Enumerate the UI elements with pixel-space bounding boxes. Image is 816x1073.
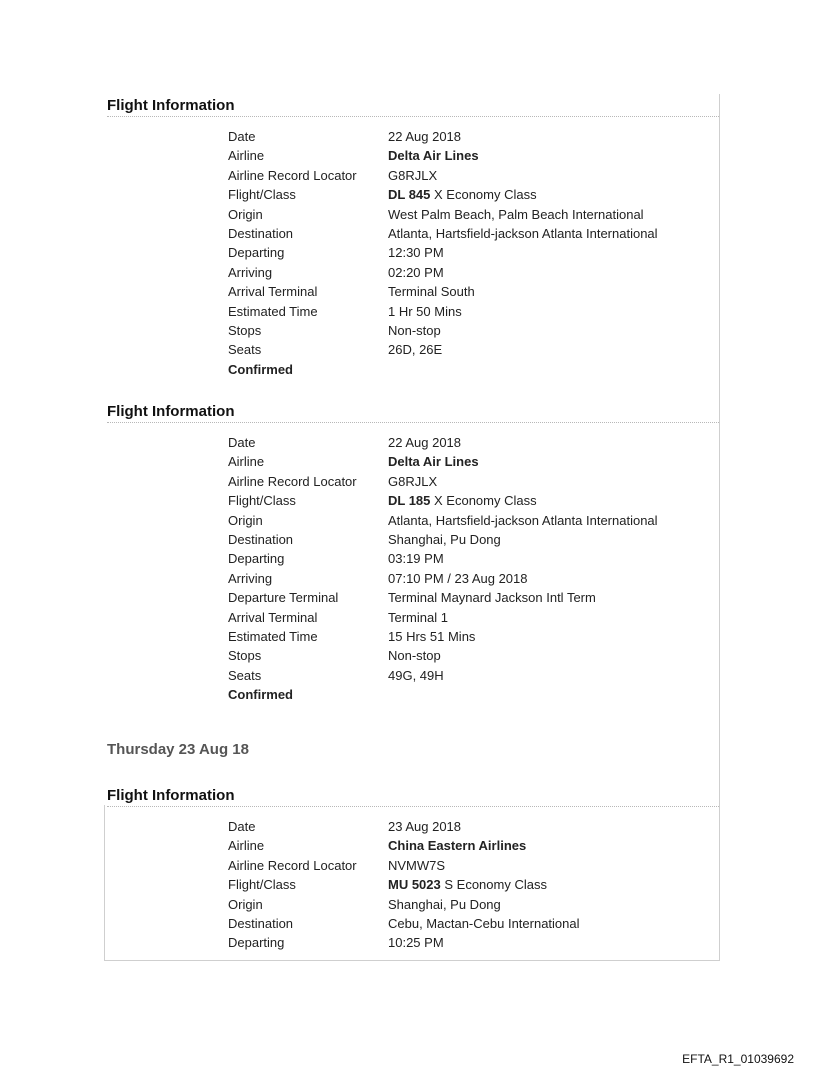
detail-row (107, 302, 719, 321)
detail-row (107, 127, 719, 146)
detail-value: NVMW7S (388, 857, 446, 873)
detail-row (107, 588, 719, 607)
detail-label: Flight/Class (228, 493, 296, 509)
detail-value: 12:30 PM (388, 245, 444, 261)
detail-value (388, 491, 537, 510)
detail-row (107, 491, 719, 510)
detail-label: Origin (228, 206, 263, 222)
detail-row (107, 875, 719, 894)
detail-label: Estimated Time (228, 628, 318, 644)
detail-row (107, 666, 719, 685)
detail-value: 22 Aug 2018 (388, 129, 462, 144)
detail-row (107, 282, 719, 301)
detail-value: Non-stop (388, 648, 441, 664)
detail-row (107, 340, 719, 359)
detail-row (107, 321, 719, 340)
detail-row (107, 205, 719, 224)
detail-value: 07:10 PM / 23 Aug 2018 (388, 570, 528, 586)
flight-details (107, 817, 719, 953)
detail-value: Shanghai, Pu Dong (388, 896, 501, 912)
detail-label: Arriving (228, 570, 273, 586)
detail-row (107, 627, 719, 646)
day-heading: Thursday 23 Aug 18 (107, 741, 249, 758)
detail-value (388, 875, 547, 894)
flight-details (107, 433, 719, 685)
detail-label: Airline (228, 148, 265, 164)
detail-row (107, 856, 719, 875)
detail-row (107, 895, 719, 914)
detail-value: 03:19 PM (388, 551, 444, 567)
detail-value: 02:20 PM (388, 264, 444, 280)
section-title: Flight Information (107, 787, 719, 807)
detail-row (107, 166, 719, 185)
detail-value: China Eastern Airlines (388, 838, 527, 854)
flight-class: S Economy Class (440, 877, 547, 893)
flight-details (107, 127, 719, 360)
section-title: Flight Information (107, 403, 719, 423)
detail-value: 15 Hrs 51 Mins (388, 628, 476, 644)
detail-row (107, 914, 719, 933)
detail-label: Destination (228, 225, 294, 241)
detail-label: Estimated Time (228, 303, 318, 319)
detail-row (107, 569, 719, 588)
detail-label: Arriving (228, 264, 273, 280)
detail-value: Non-stop (388, 322, 441, 338)
detail-label: Departure Terminal (228, 590, 339, 606)
detail-row (107, 472, 719, 491)
booking-status: Confirmed (228, 361, 293, 377)
flight-number: DL 185 (388, 493, 431, 509)
flight-class: X Economy Class (430, 187, 537, 203)
detail-row (107, 836, 719, 855)
detail-value: 1 Hr 50 Mins (388, 303, 462, 319)
detail-label: Flight/Class (228, 877, 296, 893)
detail-label: Seats (228, 342, 262, 358)
detail-value: 49G, 49H (388, 667, 444, 683)
detail-row (107, 263, 719, 282)
detail-label: Origin (228, 512, 263, 528)
detail-row (107, 511, 719, 530)
detail-value: Atlanta, Hartsfield-jackson Atlanta International (388, 225, 658, 241)
detail-label: Airline (228, 838, 265, 854)
detail-row (107, 817, 719, 836)
detail-value: G8RJLX (388, 473, 438, 489)
detail-label: Airline Record Locator (228, 857, 357, 873)
flight-section-2 (107, 403, 719, 704)
detail-label: Airline (228, 454, 265, 470)
detail-value: West Palm Beach, Palm Beach International (388, 206, 644, 222)
detail-row (107, 146, 719, 165)
detail-row (107, 933, 719, 952)
detail-label: Flight/Class (228, 187, 296, 203)
detail-value: Terminal Maynard Jackson Intl Term (388, 590, 596, 606)
detail-label: Airline Record Locator (228, 473, 357, 489)
detail-label: Seats (228, 667, 262, 683)
section-title: Flight Information (107, 97, 719, 117)
detail-row (107, 530, 719, 549)
detail-label: Stops (228, 648, 262, 664)
flight-number: MU 5023 (388, 877, 441, 893)
detail-value: Terminal 1 (388, 609, 448, 625)
detail-row (107, 224, 719, 243)
detail-value: Terminal South (388, 284, 475, 300)
detail-value (388, 185, 537, 204)
detail-row (107, 549, 719, 568)
flight-number: DL 845 (388, 187, 431, 203)
detail-value: Cebu, Mactan-Cebu International (388, 915, 580, 931)
detail-label: Arrival Terminal (228, 609, 318, 625)
detail-label: Departing (228, 935, 285, 951)
booking-status: Confirmed (228, 687, 293, 703)
detail-label: Arrival Terminal (228, 284, 318, 300)
detail-label: Airline Record Locator (228, 167, 357, 183)
detail-row (107, 452, 719, 471)
detail-value: Delta Air Lines (388, 148, 479, 164)
detail-label: Destination (228, 531, 294, 547)
frame-left-border (104, 805, 105, 960)
detail-label: Origin (228, 896, 263, 912)
detail-label: Stops (228, 322, 262, 338)
detail-label: Departing (228, 245, 285, 261)
detail-label: Destination (228, 915, 294, 931)
flight-class: X Economy Class (430, 493, 537, 509)
detail-label: Date (228, 435, 256, 450)
detail-value: 10:25 PM (388, 935, 444, 951)
detail-row (107, 243, 719, 262)
detail-value: G8RJLX (388, 167, 438, 183)
detail-value: Shanghai, Pu Dong (388, 531, 501, 547)
detail-value: 23 Aug 2018 (388, 819, 462, 834)
flight-section-3 (107, 787, 719, 953)
detail-row (107, 185, 719, 204)
detail-row (107, 608, 719, 627)
flight-section-1 (107, 97, 719, 379)
detail-value: 26D, 26E (388, 342, 443, 358)
detail-row (107, 433, 719, 452)
detail-row (107, 646, 719, 665)
detail-value: Delta Air Lines (388, 454, 479, 470)
document-id: EFTA_R1_01039692 (682, 1052, 794, 1066)
detail-label: Departing (228, 551, 285, 567)
detail-label: Date (228, 129, 256, 144)
detail-label: Date (228, 819, 256, 834)
detail-value: 22 Aug 2018 (388, 435, 462, 450)
detail-value: Atlanta, Hartsfield-jackson Atlanta International (388, 512, 658, 528)
